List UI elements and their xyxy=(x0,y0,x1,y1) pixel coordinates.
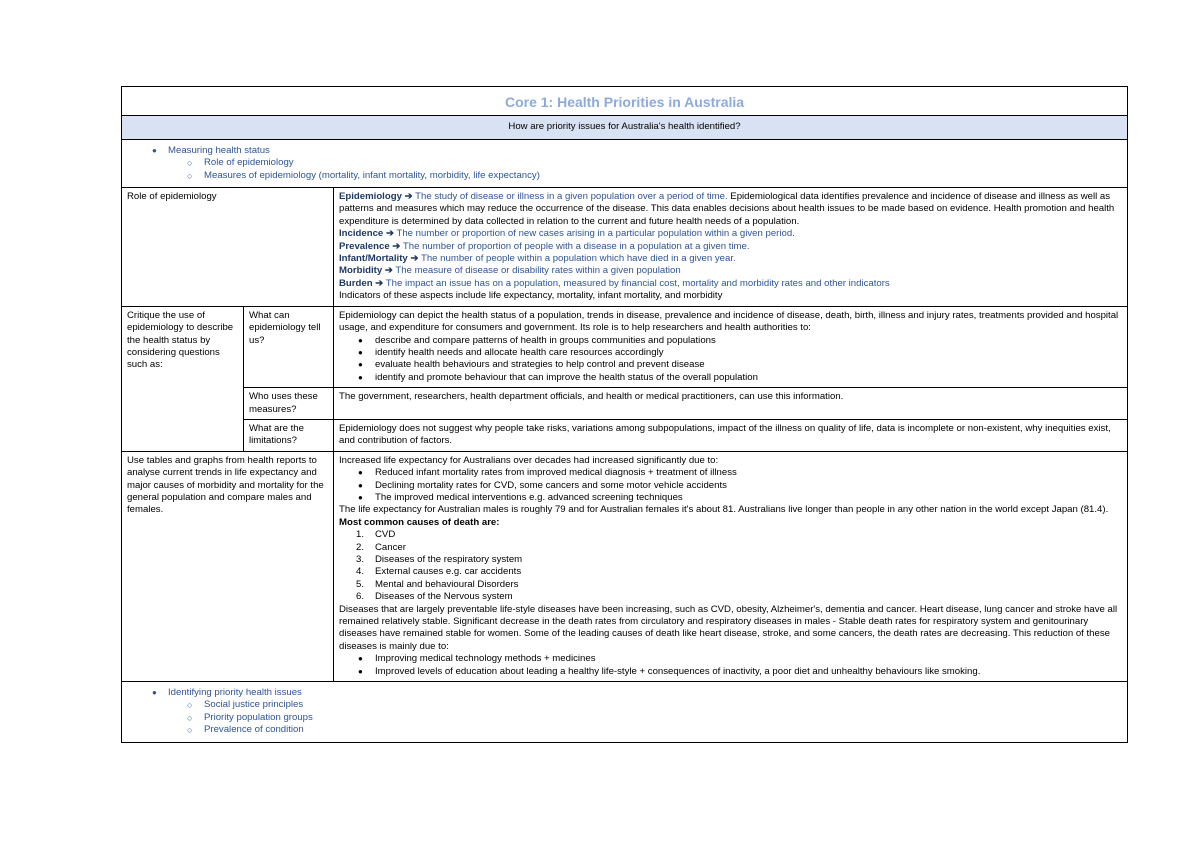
term-line xyxy=(339,265,1122,277)
trends-label: Use tables and graphs from health reports to analyse current trends in life expectancy and major causes of morbidity and mortality for the general population and compare males and females. xyxy=(127,454,324,516)
critique-question: What can epidemiology tell us? xyxy=(249,309,321,346)
identifying-sub-2: Priority population groups xyxy=(204,711,313,723)
indicators-text: Indicators of these aspects include life expectancy, mortality, infant mortality, and morbidity xyxy=(339,290,723,302)
measuring-cell xyxy=(122,139,1128,187)
term-def: The measure of disease or disability rates within a given population xyxy=(392,265,681,277)
identifying-sub-1: Social justice principles xyxy=(204,699,304,711)
critique-label-cell xyxy=(122,306,244,451)
list-number: 3. xyxy=(356,554,365,565)
title-row xyxy=(122,87,1128,116)
list-item xyxy=(204,724,1122,736)
measuring-row xyxy=(122,139,1128,187)
arrow-icon: ➔ xyxy=(392,240,401,252)
question-row xyxy=(122,116,1128,139)
trends-label-cell xyxy=(122,451,334,681)
list-number: 6. xyxy=(356,591,365,603)
list-item: ● The improved medical interventions e.g. advanced screening techniques xyxy=(375,492,1122,504)
list-item: ● Reduced infant mortality rates from improved medical diagnosis + treatment of illness xyxy=(375,467,1122,479)
list-item xyxy=(356,529,1122,541)
page-title: Core 1: Health Priorities in Australia xyxy=(504,94,745,110)
answer-cell xyxy=(334,419,1128,451)
epidemiology-definition xyxy=(339,191,1122,228)
critique-answer: The government, researchers, health department officials, and health or medical practitioners, can use this information. xyxy=(339,391,844,403)
trends-intro: Increased life expectancy for Australians over decades had increased significantly due to: xyxy=(339,454,719,466)
list-number: 4. xyxy=(356,566,365,578)
identifying-sub-3: Prevalence of condition xyxy=(204,724,304,736)
identifying-main: Identifying priority health issues xyxy=(168,687,302,699)
measuring-list xyxy=(127,145,1122,182)
critique-label: Critique the use of epidemiology to describe the health status by considering questions such as: xyxy=(127,309,234,371)
role-label-cell xyxy=(122,188,334,307)
term-name: Incidence xyxy=(339,228,384,240)
cause-text: Mental and behavioural Disorders xyxy=(375,578,519,590)
term-def: The number of people within a population which have died in a given year. xyxy=(418,253,736,265)
measuring-main: Measuring health status xyxy=(168,144,270,156)
critique-row-2 xyxy=(122,388,1128,420)
cause-text: Cancer xyxy=(375,541,406,553)
term-def: The number of proportion of people with a disease in a population at a given time. xyxy=(400,240,750,252)
list-item: ● evaluate health behaviours and strategies to help control and prevent disease xyxy=(375,359,1122,371)
role-content-cell xyxy=(334,188,1128,307)
trends-paragraph: Diseases that are largely preventable life-style diseases have been increasing, such as CVD, obesity, Alzheimer's, dementia and cancer. Heart disease, lung cancer and stroke have all remained relatively stable. Significant decrease in the death rates from circulatory and respiratory diseases in males - Stable death rates for respiratory system and genitourinary diseases have remained stable for women. Some of the leading causes of death like heart disease, stroke, and some cancers, the death rates are decreasing. This reduction of these diseases is mainly due to: xyxy=(339,603,1118,652)
title-cell xyxy=(122,87,1128,116)
trends-row xyxy=(122,451,1128,681)
causes-list xyxy=(339,529,1122,603)
list-item xyxy=(356,541,1122,554)
term-name: Infant/Mortality xyxy=(339,253,408,265)
term-epidemiology: Epidemiology xyxy=(339,191,402,203)
identifying-cell xyxy=(122,682,1128,743)
answer-cell xyxy=(334,388,1128,420)
list-item: ● identify health needs and allocate health care resources accordingly xyxy=(375,347,1122,359)
term-line xyxy=(339,241,1122,253)
list-item: ● identify and promote behaviour that can improve the health status of the overall population xyxy=(375,372,1122,384)
identifying-list xyxy=(127,687,1122,737)
list-item: ● Improving medical technology methods + medicines xyxy=(375,653,1122,665)
term-def: The number or proportion of new cases arising in a particular population within a given period. xyxy=(393,228,795,240)
life-expectancy-text: The life expectancy for Australian males is roughly 79 and for Australian females it's about 81. Australians live longer than people in any other nation in the world except Japan (81.4). xyxy=(339,504,1109,516)
term-name: Burden xyxy=(339,277,373,289)
list-item xyxy=(204,170,1122,182)
identifying-sublist xyxy=(168,699,1122,736)
trends-content-cell xyxy=(334,451,1128,681)
cause-text: Diseases of the Nervous system xyxy=(375,591,513,603)
measuring-sublist xyxy=(168,157,1122,182)
answer-cell xyxy=(334,306,1128,387)
trends-bullets-2 xyxy=(339,653,1122,678)
critique-question: Who uses these measures? xyxy=(249,391,318,415)
critique-answer: Epidemiology does not suggest why people take risks, variations among subpopulations, impact of the illness on quality of life, data is incomplete or non-existent, why inequities exist, and contribution of factors. xyxy=(339,422,1111,447)
term-line xyxy=(339,278,1122,290)
question-cell xyxy=(244,306,334,387)
arrow-icon: ➔ xyxy=(410,253,419,265)
causes-heading: Most common causes of death are: xyxy=(339,516,500,528)
role-row xyxy=(122,188,1128,307)
term-def: The impact an issue has on a population, measured by financial cost, mortality and morbidity rates and other indicators xyxy=(383,277,890,289)
cause-text: CVD xyxy=(375,529,396,541)
list-item: ● describe and compare patterns of health in groups communities and populations xyxy=(375,335,1122,347)
arrow-icon: ➔ xyxy=(375,277,384,289)
arrow-icon: ➔ xyxy=(404,191,413,203)
list-item xyxy=(356,578,1122,591)
question-cell xyxy=(122,116,1128,139)
critique-question: What are the limitations? xyxy=(249,422,304,447)
list-item xyxy=(204,712,1122,724)
question-text: How are priority issues for Australia's health identified? xyxy=(508,121,741,133)
list-item: ● Declining mortality rates for CVD, some cancers and some motor vehicle accidents xyxy=(375,480,1122,492)
question-cell xyxy=(244,388,334,420)
list-item xyxy=(204,157,1122,169)
list-number: 1. xyxy=(356,529,365,541)
list-item xyxy=(168,145,1122,182)
list-item xyxy=(356,566,1122,578)
list-item: ● Improved levels of education about leading a healthy life-style + consequences of inactivity, a poor diet and unhealthy behaviours like smoking. xyxy=(375,666,1122,678)
arrow-icon: ➔ xyxy=(385,228,394,240)
list-item xyxy=(204,699,1122,711)
measuring-sub-2: Measures of epidemiology (mortality, infant mortality, morbidity, life expectancy) xyxy=(204,169,540,181)
arrow-icon: ➔ xyxy=(384,265,393,277)
critique-row-3 xyxy=(122,419,1128,451)
critique-answer: Epidemiology can depict the health status of a population, trends in disease, prevalence and incidence of disease, death, birth, illness and injury rates, treatments provided and hospital usage, and expenditure for consumers and government. Its role is to help researchers and health authorities to: xyxy=(339,309,1119,334)
epi-text: Epidemiological data identifies prevalence and incidence of disease and illness as well as patterns and measures which may reduce the occurrence of the disease. This data enables decisions about health issues to be made based on evidence. Health promotion and health expenditure is determined by data collected in relation to the current and future health needs of a population. xyxy=(339,191,1115,227)
epi-def: The study of disease or illness in a given population over a period of time. xyxy=(412,191,728,203)
question-cell xyxy=(244,419,334,451)
term-name: Morbidity xyxy=(339,265,383,277)
critique-bullets xyxy=(339,335,1122,385)
list-item xyxy=(356,591,1122,603)
list-number: 5. xyxy=(356,578,365,590)
cause-text: Diseases of the respiratory system xyxy=(375,554,523,565)
notes-table xyxy=(121,86,1128,743)
measuring-sub-1: Role of epidemiology xyxy=(204,157,294,169)
list-item xyxy=(356,554,1122,566)
list-number: 2. xyxy=(356,541,365,553)
critique-row-1 xyxy=(122,306,1128,387)
trends-bullets-1 xyxy=(339,467,1122,504)
term-name: Prevalence xyxy=(339,240,390,252)
term-line xyxy=(339,228,1122,240)
cause-text: External causes e.g. car accidents xyxy=(375,566,522,578)
role-label: Role of epidemiology xyxy=(127,191,217,203)
identifying-row xyxy=(122,682,1128,743)
list-item xyxy=(168,687,1122,737)
term-line xyxy=(339,253,1122,265)
document-page xyxy=(121,86,1127,743)
